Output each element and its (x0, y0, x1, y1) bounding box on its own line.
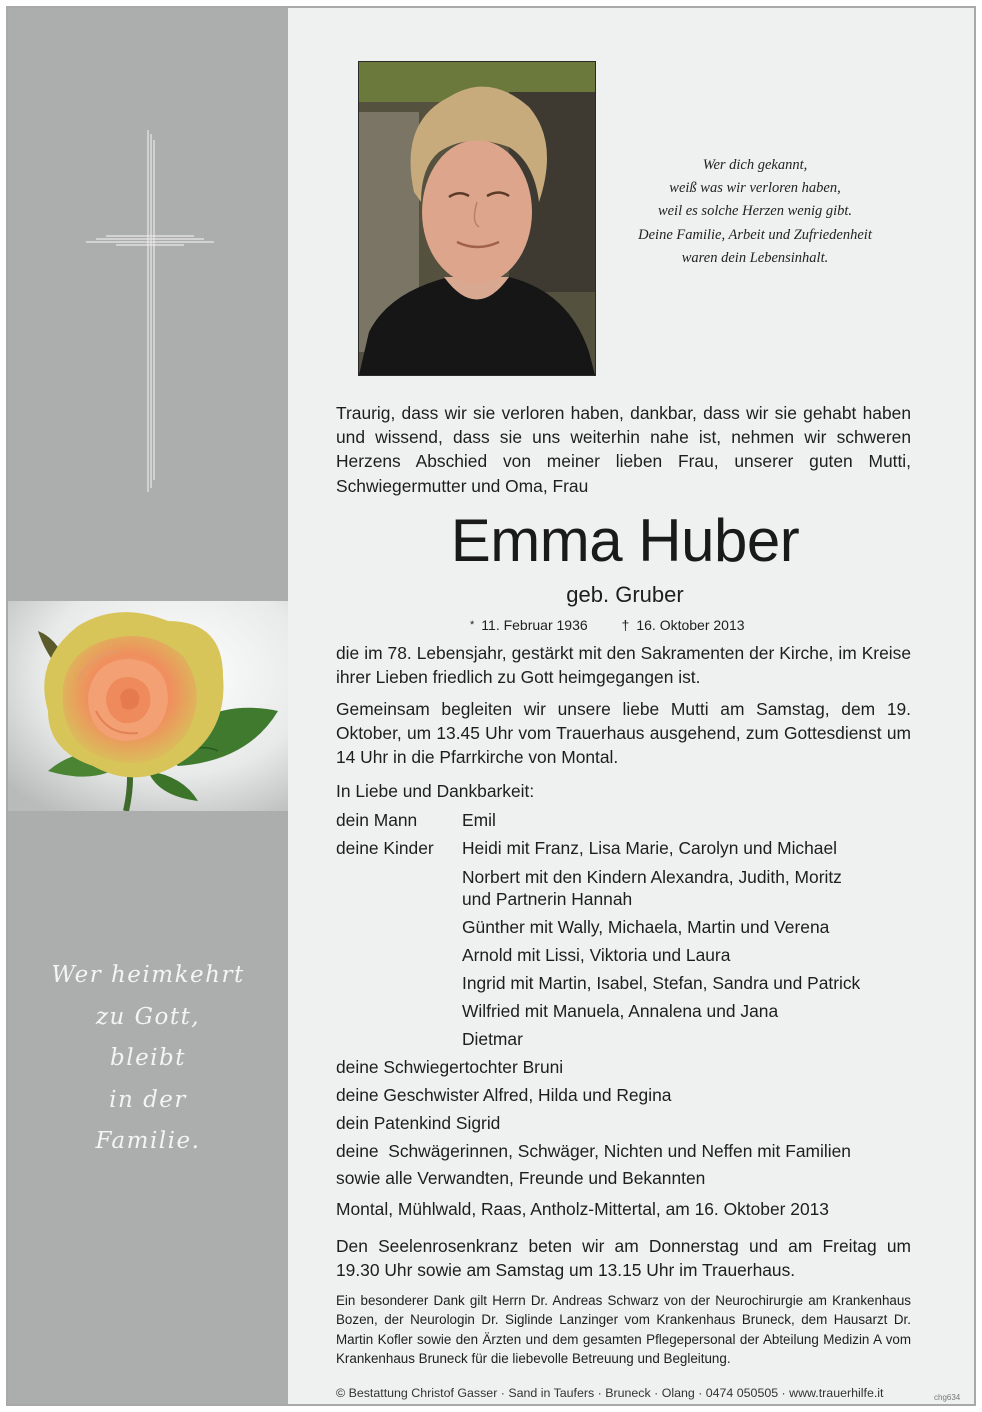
maiden-name: geb. Gruber (566, 582, 684, 607)
rose-image (8, 601, 288, 811)
birth-date: 11. Februar 1936 (481, 617, 588, 633)
deceased-name: Emma Huber (450, 507, 800, 574)
place-date: Montal, Mühlwald, Raas, Antholz-Mittertal, am 16. Oktober 2013 (336, 1199, 829, 1219)
child-entry: Günther mit Wally, Michaela, Martin und Verena (462, 917, 830, 937)
mourner-label: deine Kinder (336, 838, 434, 858)
child-entry: Dietmar (462, 1029, 523, 1049)
child-entry: und Partnerin Hannah (462, 889, 633, 909)
sidebar-verse-line: Wer heimkehrt (51, 962, 245, 988)
mourner-entry: deine Geschwister Alfred, Hilda und Regina (336, 1085, 672, 1105)
sidebar-verse-line: bleibt (109, 1045, 186, 1071)
verse-line: weil es solche Herzen wenig gibt. (657, 203, 853, 220)
child-entry: Arnold mit Lissi, Viktoria und Laura (462, 945, 731, 965)
passing-paragraph: die im 78. Lebensjahr, gestärkt mit den Sakramenten der Kirche, im Kreise ihrer Lieben friedlich zu Gott heimgegangen ist. (336, 643, 911, 688)
verse-line: Wer dich gekannt, (702, 157, 808, 173)
sidebar-verse-line: zu Gott, (95, 1003, 201, 1030)
sidebar-verse-line: Familie. (95, 1128, 201, 1154)
death-symbol: † (621, 617, 630, 633)
mourner-entry: sowie alle Verwandten, Freunde und Bekannten (336, 1168, 706, 1188)
child-entry: Wilfried mit Manuela, Annalena und Jana (462, 1001, 779, 1021)
life-dates (470, 616, 745, 634)
verse-line: waren dein Lebensinhalt. (681, 249, 829, 266)
footer-credit: © Bestattung Christof Gasser · Sand in Taufers · Bruneck · Olang · 0474 050505 · www.trauerhilfe.it (336, 1386, 884, 1400)
mourner-entry: deine Schwägerinnen, Schwäger, Nichten und Neffen mit Familien (336, 1141, 851, 1161)
memorial-verse (600, 154, 910, 270)
death-date: 16. Oktober 2013 (636, 617, 745, 633)
document-code: chg634 (934, 1393, 961, 1402)
sidebar-verse-line: in der (109, 1086, 187, 1113)
verse-line: Deine Familie, Arbeit und Zufriedenheit (638, 226, 872, 243)
rosary-paragraph: Den Seelenrosenkranz beten wir am Donnerstag und am Freitag um 19.30 Uhr sowie am Samstag um 13.15 Uhr im Trauerhaus. (336, 1236, 911, 1281)
cross-icon (86, 130, 216, 492)
mourners-heading: In Liebe und Dankbarkeit: (336, 781, 535, 801)
child-entry: Ingrid mit Martin, Isabel, Stefan, Sandra und Patrick (462, 973, 861, 993)
intro-paragraph: Traurig, dass wir sie verloren haben, dankbar, dass wir sie gehabt haben und wissend, dass sie uns weiterhin nahe ist, nehmen wir schweren Herzens Abschied von meiner lieben Frau, unserer guten Mutti, Schwiegermutter und Oma, Frau (336, 403, 911, 496)
portrait-photo (358, 61, 596, 376)
mourner-entry: dein Patenkind Sigrid (336, 1113, 501, 1133)
child-entry: Heidi mit Franz, Lisa Marie, Carolyn und Michael (462, 838, 838, 858)
verse-line: weiß was wir verloren haben, (669, 180, 841, 197)
sidebar-verse (8, 955, 288, 1163)
birth-symbol: * (470, 619, 475, 631)
mourner-label: dein Mann (336, 810, 418, 830)
child-entry: Norbert mit den Kindern Alexandra, Judith, Moritz (462, 867, 842, 887)
thanks-paragraph: Ein besonderer Dank gilt Herrn Dr. Andreas Schwarz von der Neurochirurgie am Krankenhaus Bozen, der Neurologin Dr. Siglinde Lanzinger vom Krankenhaus Bruneck, dem Hausarzt Dr. Martin Kofler sowie den Ärzten und dem gesamten Pflegepersonal der Abteilung Medizin A vom Krankenhaus Bruneck für die liebevolle Betreuung und Begleitung. (336, 1293, 911, 1366)
mourner-entry: deine Schwiegertochter Bruni (336, 1057, 564, 1077)
funeral-paragraph: Gemeinsam begleiten wir unsere liebe Mutti am Samstag, dem 19. Oktober, um 13.45 Uhr vom Trauerhaus ausgehend, zum Gottesdienst um 14 Uhr in die Pfarrkirche von Montal. (336, 699, 911, 768)
mourner-name: Emil (462, 810, 496, 830)
